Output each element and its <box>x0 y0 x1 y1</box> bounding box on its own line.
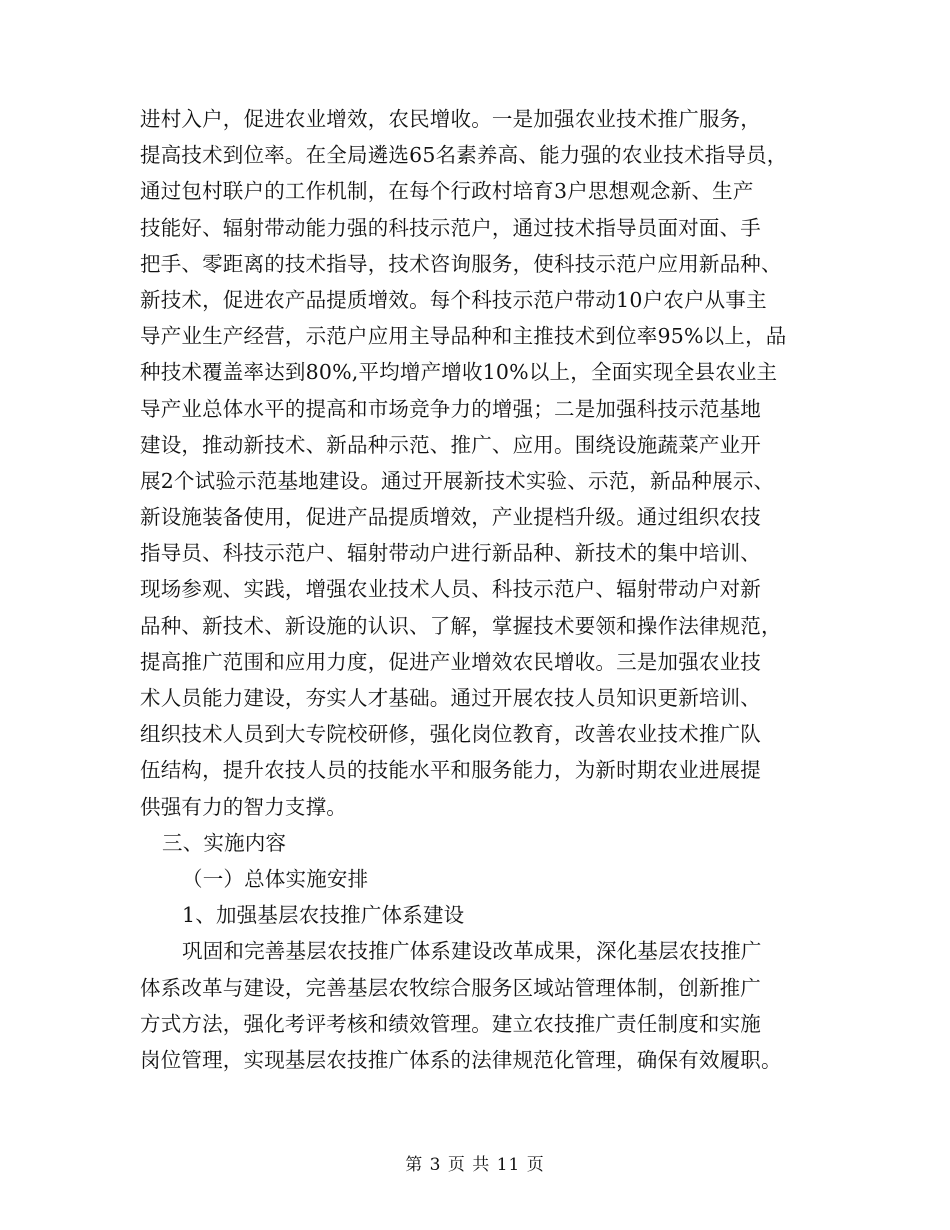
paragraph-line: 现场参观、实践，增强农业技术人员、科技示范户、辐射带动户对新 <box>140 577 761 602</box>
paragraph-line: 组织技术人员到大专院校研修，强化岗位教育，改善农业技术推广队 <box>140 722 761 747</box>
section-heading: 三、实施内容 <box>162 830 287 855</box>
paragraph-line: 通过包村联户的工作机制，在每个行政村培育3户思想观念新、生产 <box>140 179 754 204</box>
paragraph-line: 进村入户，促进农业增效，农民增收。一是加强农业技术推广服务， <box>140 107 761 131</box>
paragraph-line: 展2个试验示范基地建设。通过开展新技术实验、示范，新品种展示、 <box>140 468 775 493</box>
paragraph-line: 导产业生产经营，示范户应用主导品种和主推技术到位率95%以上，品 <box>140 324 787 349</box>
paragraph-line: 岗位管理，实现基层农技推广体系的法律规范化管理，确保有效履职。 <box>140 1047 782 1072</box>
paragraph-line: 巩固和完善基层农技推广体系建设改革成果，深化基层农技推广 <box>182 939 762 964</box>
paragraph-line: 术人员能力建设，夯实人才基础。通过开展农技人员知识更新培训、 <box>140 686 761 710</box>
item-heading: 1、加强基层农技推广体系建设 <box>182 903 465 928</box>
paragraph-line: 方式方法，强化考评考核和绩效管理。建立农技推广责任制度和实施 <box>140 1011 761 1036</box>
document-body <box>140 101 810 1078</box>
paragraph-line: 伍结构，提升农技人员的技能水平和服务能力，为新时期农业进展提 <box>140 758 761 783</box>
page-number-footer: 第 3 页 共 11 页 <box>405 1155 545 1175</box>
paragraph-line: 技能好、辐射带动能力强的科技示范户，通过技术指导员面对面、手 <box>140 215 761 240</box>
paragraph-line: 指导员、科技示范户、辐射带动户进行新品种、新技术的集中培训、 <box>140 541 761 566</box>
paragraph-line: 新技术，促进农产品提质增效。每个科技示范户带动10户农户从事主 <box>140 287 767 312</box>
paragraph-line: 供强有力的智力支撑。 <box>140 794 347 819</box>
paragraph-line: 提高技术到位率。在全局遴选65名素养高、能力强的农业技术指导员， <box>140 143 788 168</box>
subsection-heading: （一）总体实施安排 <box>182 866 369 891</box>
paragraph-line: 导产业总体水平的提高和市场竞争力的增强；二是加强科技示范基地 <box>140 396 761 421</box>
paragraph-line: 品种、新技术、新设施的认识、了解，掌握技术要领和操作法律规范， <box>140 613 782 638</box>
paragraph-line: 建设，推动新技术、新品种示范、推广、应用。围绕设施蔬菜产业开 <box>140 432 761 457</box>
paragraph-line: 种技术覆盖率达到80%,平均增产增收10%以上，全面实现全县农业主 <box>140 360 778 385</box>
paragraph-line: 体系改革与建设，完善基层农牧综合服务区域站管理体制，创新推广 <box>140 975 761 1000</box>
paragraph-line: 提高推广范围和应用力度，促进产业增效农民增收。三是加强农业技 <box>140 649 761 674</box>
paragraph-line: 把手、零距离的技术指导，技术咨询服务，使科技示范户应用新品种、 <box>140 251 782 276</box>
paragraph-line: 新设施装备使用，促进产品提质增效，产业提档升级。通过组织农技 <box>140 505 761 530</box>
